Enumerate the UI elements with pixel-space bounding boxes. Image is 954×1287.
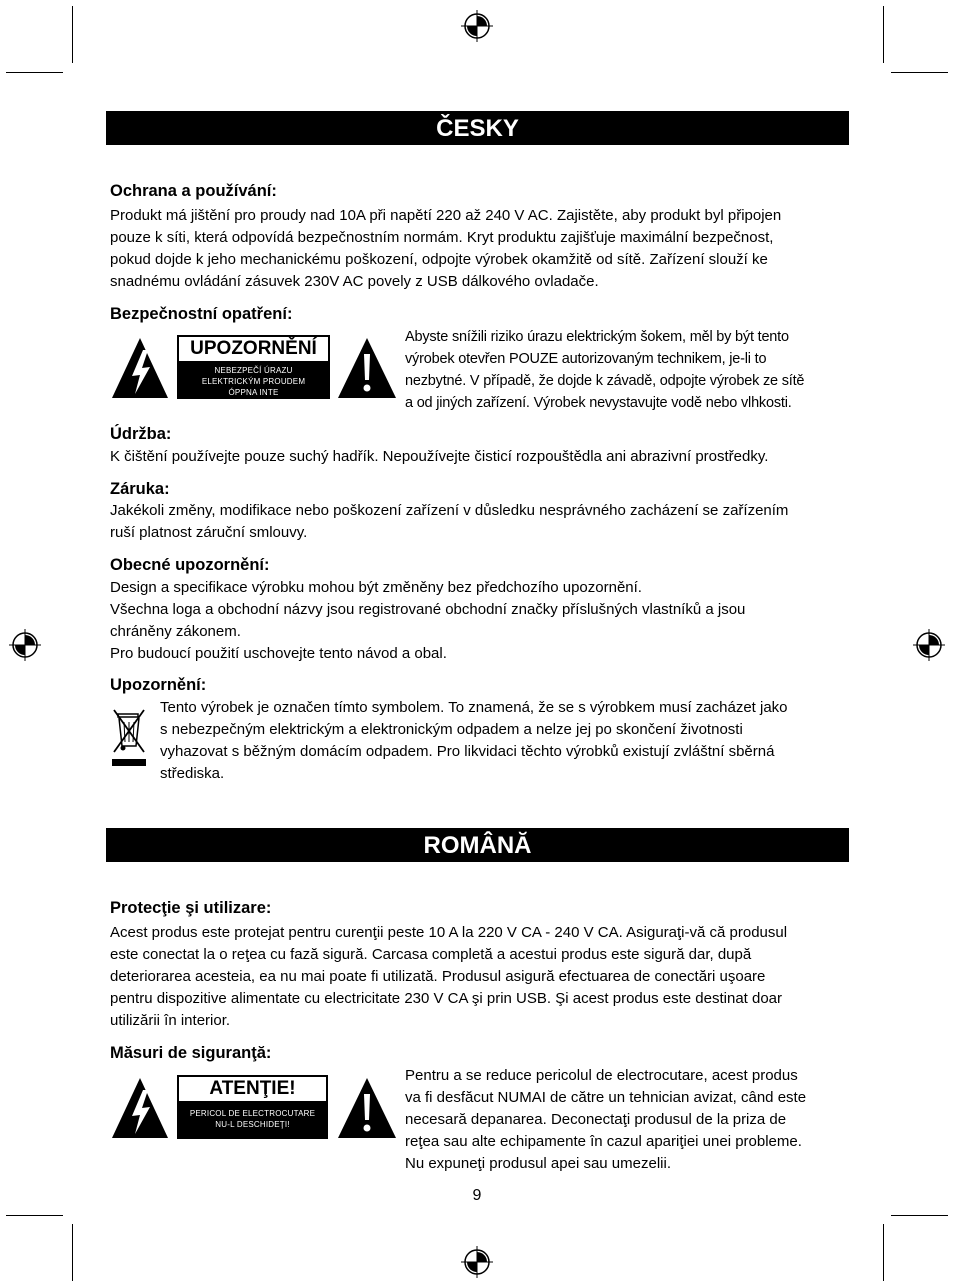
crossed-out-bin-icon: [110, 706, 150, 770]
section-title-romanian: ROMÂNĂ: [106, 828, 849, 862]
crop-mark: [891, 1215, 948, 1216]
warning-label-title: UPOZORNĚNÍ: [179, 337, 328, 361]
paragraph-protection-and-use-ro: Acest produs este protejat pentru curenţii peste 10 A la 220 V CA - 240 V CA. Asiguraţi-vă că produsul este conectat la o reţea cu fază sigură. Carcasa completă a acestui produs este sigură dar, după deteriorarea acesteia, ea nu mai poate fi utilizată. Produsul asigură efectuarea de conectări uşoare pentru dispozitive alimentate cu electricitate 230 V CA şi prin USB. Şi acest produs este destinat doar utilizării în interior.: [110, 924, 788, 1029]
warning-label-box: [177, 335, 330, 399]
crop-mark: [883, 6, 884, 63]
warning-label-text: PERICOL DE ELECTROCUTARE NU-L DESCHIDEŢI!: [189, 1109, 316, 1129]
heading-protection-and-use-ro: Protecţie şi utilizare:: [110, 899, 272, 917]
warning-label-text: NEBEZPEČÍ ÚRAZU ELEKTRICKÝM PROUDEM ÓPPNA INTE: [201, 366, 306, 397]
registration-mark-icon: [460, 9, 494, 43]
registration-mark-icon: [460, 1245, 494, 1279]
exclamation-warning-icon: [336, 1076, 398, 1140]
crop-mark: [72, 6, 73, 63]
paragraph-warranty: Jakékoli změny, modifikace nebo poškození zařízení v důsledku nesprávného zacházení se zařízením ruší platnost záruční smlouvy.: [110, 502, 789, 541]
heading-general-notice: Obecné upozornění:: [110, 556, 270, 574]
crop-mark: [883, 1224, 884, 1281]
paragraph-maintenance: K čištění používejte pouze suchý hadřík. Nepoužívejte čisticí rozpouštědla ani abrazivní prostředky.: [110, 448, 769, 465]
lightning-warning-icon: [110, 1076, 170, 1140]
registration-mark-icon: [912, 628, 946, 662]
heading-protection-and-use: Ochrana a používání:: [110, 182, 277, 200]
heading-safety-measures-ro: Măsuri de siguranţă:: [110, 1044, 272, 1062]
crop-mark: [6, 1215, 63, 1216]
heading-maintenance: Údržba:: [110, 425, 172, 443]
paragraph-safety-measures-ro: Pentru a se reduce pericolul de electrocutare, acest produs va fi desfăcut NUMAI de către un tehnician avizat, când este necesară depanarea. Deconectaţi produsul de la priza de reţea sau alte echipamente în cazul apariţiei unei probleme. Nu expuneţi produsul apei sau umezelii.: [405, 1067, 807, 1172]
paragraph-general-notice: Design a specifikace výrobku mohou být změněny bez předchozího upozornění. Všechna loga a obchodní názvy jsou registrované obchodní značky příslušných vlastníků a jsou chráněny zákonem. Pro budoucí použití uschovejte tento návod a obal.: [110, 579, 746, 662]
registration-mark-icon: [8, 628, 42, 662]
crop-mark: [891, 72, 948, 73]
heading-warranty: Záruka:: [110, 480, 170, 498]
warning-label-title: ATENŢIE!: [179, 1077, 326, 1101]
page-number: 9: [472, 1187, 482, 1204]
paragraph-caution: Tento výrobek je označen tímto symbolem. To znamená, že se s výrobkem musí zacházet jako s nebezpečným elektrickým a elektronickým odpadem a nelze jej po skončení životnosti vyhazovat s běžným domácím odpadem. Pro likvidaci těchto výrobků existují zvláštní sběrná střediska.: [160, 699, 788, 782]
heading-caution: Upozornění:: [110, 676, 207, 694]
crop-mark: [6, 72, 63, 73]
exclamation-warning-icon: [336, 336, 398, 400]
paragraph-protection-and-use: Produkt má jištění pro proudy nad 10A při napětí 220 až 240 V AC. Zajistěte, aby produkt byl připojen pouze k síti, která odpovídá bezpečnostním normám. Kryt produktu zajišťuje maximální bezpečnost, pokud dojde k jeho mechanickému poškození, odpojte výrobek okamžitě od sítě. Zařízení slouží ke snadnému ovládání zásuvek 230V AC povely z USB dálkového ovladače.: [110, 207, 782, 290]
paragraph-safety-precautions: Abyste snížili riziko úrazu elektrickým šokem, měl by být tento výrobek otevřen POUZE autorizovaným technikem, je-li to nezbytné. V případě, že dojde k závadě, odpojte výrobek ze sítě a od jiných zařízení. Výrobek nevystavujte vodě nebo vlhkosti.: [405, 329, 805, 411]
lightning-warning-icon: [110, 336, 170, 400]
section-title-czech: ČESKY: [106, 111, 849, 145]
heading-safety-precautions: Bezpečnostní opatření:: [110, 305, 293, 323]
crop-mark: [72, 1224, 73, 1281]
warning-label-box: [177, 1075, 328, 1139]
